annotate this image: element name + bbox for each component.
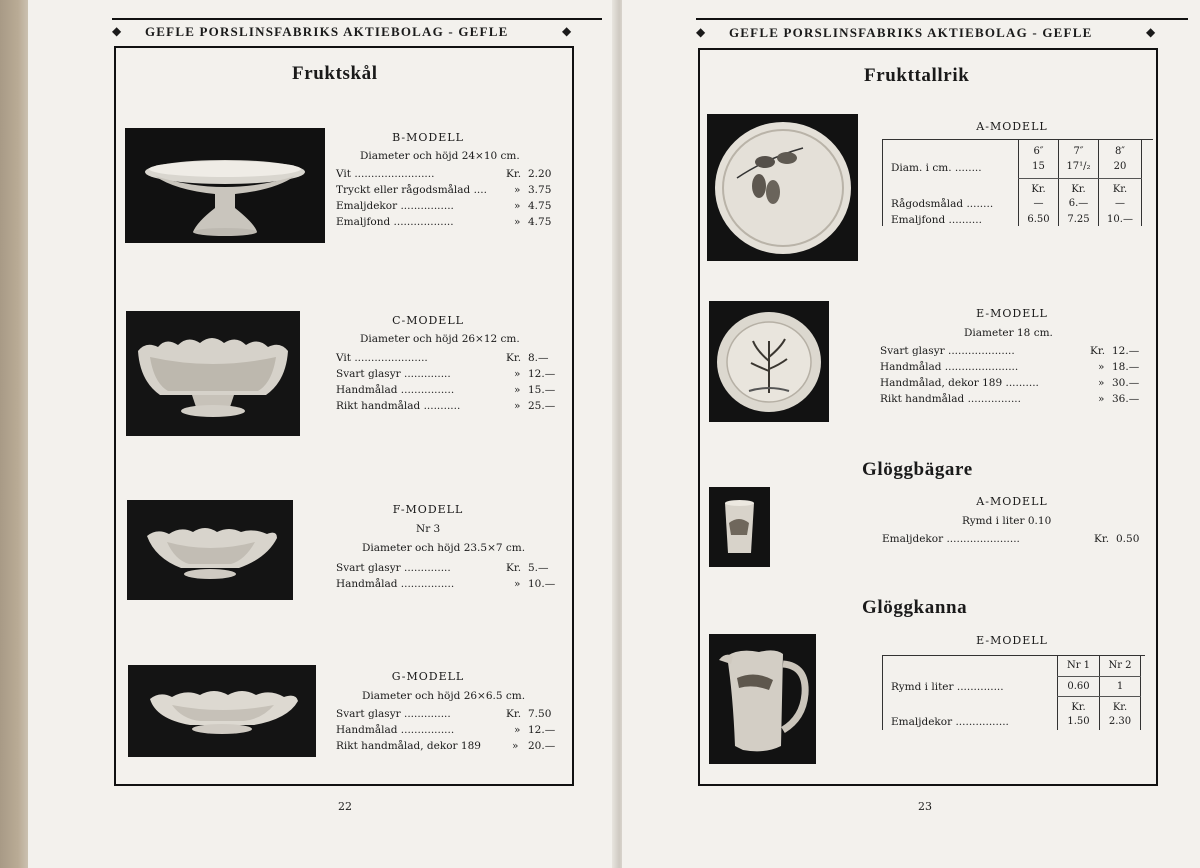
diamond-icon: ◆ <box>1146 25 1156 39</box>
row-price: 2.20 <box>528 168 552 180</box>
table-row-label: Diam. i cm. ........ <box>891 162 982 174</box>
price-row <box>336 398 576 414</box>
row-unit: » <box>514 216 521 228</box>
row-unit: » <box>514 184 521 196</box>
table-cell: 7″ <box>1073 146 1084 157</box>
row-label: Vit ........................ <box>336 168 435 180</box>
mulled-wine-cup-photo <box>709 487 770 567</box>
dimensions: Diameter och höjd 23.5×7 cm. <box>362 542 526 554</box>
row-price: 36.— <box>1112 393 1140 405</box>
table-row-label: Rågodsmålad ........ <box>891 198 994 210</box>
section-title: Frukttallrik <box>864 65 970 86</box>
row-label: Rikt handmålad, dekor 189 <box>336 740 481 752</box>
model-name: A-MODELL <box>976 495 1048 508</box>
price-table <box>882 655 1145 730</box>
row-unit: » <box>1098 361 1105 373</box>
price-row <box>880 343 1150 359</box>
row-label: Rikt handmålad ........... <box>336 400 461 412</box>
table-divider <box>1140 656 1141 730</box>
table-cell: Kr. <box>1031 184 1046 195</box>
dimensions: Diameter och höjd 26×6.5 cm. <box>362 690 526 702</box>
table-cell: 7.25 <box>1067 214 1090 225</box>
table-row-label: Rymd i liter .............. <box>891 681 1004 693</box>
row-unit: Kr. <box>506 562 522 574</box>
price-table <box>882 139 1153 226</box>
row-price: 15.— <box>528 384 556 396</box>
diamond-icon: ◆ <box>562 24 572 38</box>
table-divider <box>1141 140 1142 226</box>
price-row <box>880 391 1150 407</box>
row-price: 3.75 <box>528 184 552 196</box>
table-cell: Kr. <box>1112 702 1128 713</box>
dimensions: Diameter och höjd 26×12 cm. <box>360 333 520 345</box>
model-name: E-MODELL <box>976 634 1048 647</box>
header-rule <box>112 18 602 20</box>
table-cell: 6″ <box>1033 146 1044 157</box>
table-divider <box>1018 178 1142 179</box>
row-unit: » <box>514 400 521 412</box>
page-number: 23 <box>918 800 932 813</box>
row-label: Handmålad ................ <box>336 578 455 590</box>
table-cell: Nr 2 <box>1108 660 1132 671</box>
fruit-bowl-b-photo <box>125 128 325 243</box>
row-price: 5.— <box>528 562 549 574</box>
row-label: Handmålad ................ <box>336 724 455 736</box>
header-rule <box>696 18 1188 20</box>
row-price: 25.— <box>528 400 556 412</box>
row-unit: » <box>512 740 519 752</box>
table-cell: 2.30 <box>1108 716 1132 727</box>
row-unit: Kr. <box>506 708 522 720</box>
fruit-bowl-f-photo <box>127 500 293 600</box>
section-title: Glöggkanna <box>862 597 968 618</box>
row-label: Emaljdekor ...................... <box>882 533 1020 545</box>
table-cell: 0.60 <box>1067 681 1090 692</box>
table-divider <box>1057 696 1141 697</box>
row-unit: » <box>514 578 521 590</box>
price-row <box>336 576 576 592</box>
row-label: Svart glasyr .............. <box>336 562 451 574</box>
row-label: Svart glasyr .............. <box>336 708 451 720</box>
section-title: Fruktskål <box>292 63 378 84</box>
model-name: C-MODELL <box>392 314 464 327</box>
model-name: A-MODELL <box>976 120 1048 133</box>
model-name: F-MODELL <box>392 503 464 516</box>
price-row <box>336 738 576 754</box>
price-row <box>880 375 1150 391</box>
table-cell: Kr. <box>1112 184 1128 195</box>
fruit-plate-e-photo <box>709 301 829 422</box>
row-label: Tryckt eller rågodsmålad .... <box>336 184 487 196</box>
table-cell: 6.— <box>1068 198 1089 209</box>
price-row <box>336 382 576 398</box>
row-unit: Kr. <box>506 168 522 180</box>
row-price: 18.— <box>1112 361 1140 373</box>
table-cell: 1 <box>1116 681 1124 692</box>
price-row <box>336 560 576 576</box>
diamond-icon: ◆ <box>696 25 706 39</box>
table-cell: Kr. <box>1071 702 1086 713</box>
row-label: Emaljdekor ................ <box>336 200 454 212</box>
table-cell: — <box>1033 198 1044 209</box>
model-name: G-MODELL <box>391 670 465 683</box>
row-price: 0.50 <box>1116 533 1140 545</box>
row-unit: » <box>514 200 521 212</box>
model-name: B-MODELL <box>392 131 464 144</box>
row-unit: » <box>514 724 521 736</box>
row-price: 12.— <box>1112 345 1140 357</box>
fruit-plate-a-photo <box>707 114 858 261</box>
row-label: Handmålad, dekor 189 .......... <box>880 377 1039 389</box>
row-price: 8.— <box>528 352 549 364</box>
table-cell: 17¹/₂ <box>1066 161 1091 172</box>
price-row <box>336 366 576 382</box>
page-header: GEFLE PORSLINSFABRIKS AKTIEBOLAG - GEFLE <box>145 24 509 39</box>
page-header: GEFLE PORSLINSFABRIKS AKTIEBOLAG - GEFLE <box>729 25 1093 40</box>
price-row <box>336 706 576 722</box>
table-cell: 15 <box>1032 161 1045 172</box>
row-label: Handmålad ...................... <box>880 361 1019 373</box>
number-label: Nr 3 <box>416 523 441 535</box>
row-label: Rikt handmålad ................ <box>880 393 1021 405</box>
section-title: Glöggbägare <box>862 459 973 480</box>
price-row <box>336 198 576 214</box>
row-label: Handmålad ................ <box>336 384 455 396</box>
model-name: E-MODELL <box>976 307 1048 320</box>
row-unit: Kr. <box>1094 533 1110 545</box>
row-unit: » <box>1098 393 1105 405</box>
row-price: 12.— <box>528 368 556 380</box>
row-price: 10.— <box>528 578 556 590</box>
row-unit: Kr. <box>506 352 522 364</box>
table-cell: Kr. <box>1071 184 1086 195</box>
table-cell: 1.50 <box>1067 716 1090 727</box>
table-row-label: Emaljdekor ................ <box>891 716 1009 728</box>
diamond-icon: ◆ <box>112 24 122 38</box>
table-row-label: Emaljfond .......... <box>891 214 982 226</box>
price-row <box>336 722 576 738</box>
row-unit: » <box>1098 377 1105 389</box>
book-edge <box>0 0 30 868</box>
row-unit: » <box>514 368 521 380</box>
price-row <box>336 350 576 366</box>
row-price: 20.— <box>528 740 556 752</box>
fruit-bowl-c-photo <box>126 311 300 436</box>
row-label: Vit ...................... <box>336 352 428 364</box>
row-label: Emaljfond .................. <box>336 216 454 228</box>
row-price: 4.75 <box>528 200 552 212</box>
table-cell: Nr 1 <box>1066 660 1091 671</box>
row-unit: Kr. <box>1090 345 1106 357</box>
row-unit: » <box>514 384 521 396</box>
row-price: 12.— <box>528 724 556 736</box>
price-row <box>336 166 576 182</box>
price-row <box>336 182 576 198</box>
row-label: Svart glasyr .................... <box>880 345 1015 357</box>
row-label: Svart glasyr .............. <box>336 368 451 380</box>
table-cell: 10.— <box>1107 214 1133 225</box>
price-row <box>882 531 1152 547</box>
dimensions: Rymd i liter 0.10 <box>962 515 1052 527</box>
table-cell: 20 <box>1113 161 1127 172</box>
left-page <box>28 0 618 868</box>
row-price: 30.— <box>1112 377 1140 389</box>
row-price: 4.75 <box>528 216 552 228</box>
price-row <box>336 214 576 230</box>
table-cell: — <box>1115 198 1125 209</box>
page-number: 22 <box>338 800 352 813</box>
table-cell: 8″ <box>1114 146 1126 157</box>
price-row <box>880 359 1150 375</box>
fruit-bowl-g-photo <box>128 665 316 757</box>
dimensions: Diameter 18 cm. <box>964 327 1053 339</box>
row-price: 7.50 <box>528 708 552 720</box>
right-page <box>622 0 1200 868</box>
table-cell: 6.50 <box>1027 214 1050 225</box>
dimensions: Diameter och höjd 24×10 cm. <box>360 150 520 162</box>
mulled-wine-jug-photo <box>709 634 816 764</box>
table-divider <box>1057 676 1141 677</box>
